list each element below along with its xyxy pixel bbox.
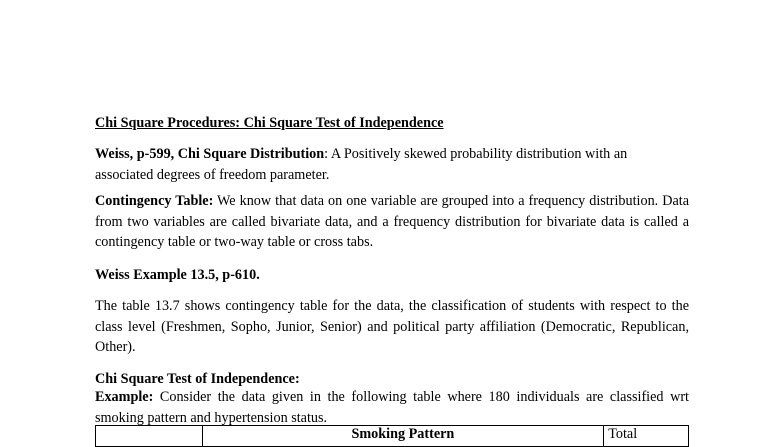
contingency-table-label: Contingency Table:: [95, 193, 214, 209]
chi-square-distribution-label: Weiss, p-599, Chi Square Distribution: [95, 146, 325, 162]
chi-square-distribution-text: : A Positively skewed probability distribution with an associated degrees of freedom parameter.: [95, 146, 628, 183]
independence-heading: Chi Square Test of Independence:: [95, 371, 300, 387]
example-label: Example:: [95, 389, 154, 405]
document-title: Chi Square Procedures: Chi Square Test of Independence: [95, 115, 444, 131]
smoking-pattern-header: Smoking Pattern: [202, 426, 604, 447]
contingency-table-paragraph: [95, 191, 689, 253]
smoking-hypertension-table: [95, 425, 689, 447]
independence-example-paragraph: [95, 387, 689, 428]
contingency-table-text: We know that data on one variable are grouped into a frequency distribution. Data from two variables are called bivariate data, and a frequency distribution for bivariate data is called a contingency table or two-way table or cross tabs.: [95, 193, 689, 250]
table-corner-cell: [96, 426, 203, 447]
weiss-example-paragraph: The table 13.7 shows contingency table for the data, the classification of students with respect to the class level (Freshmen, Sopho, Junior, Senior) and political party affiliation (Democratic, Republican, Other).: [95, 298, 689, 355]
table-header-row: [96, 426, 689, 447]
weiss-example-heading: Weiss Example 13.5, p-610.: [95, 267, 260, 283]
chi-square-distribution-paragraph: [95, 144, 689, 185]
example-text: Consider the data given in the following table where 180 individuals are classified wrt smoking pattern and hypertension status.: [95, 389, 689, 426]
total-header: Total: [604, 426, 689, 447]
